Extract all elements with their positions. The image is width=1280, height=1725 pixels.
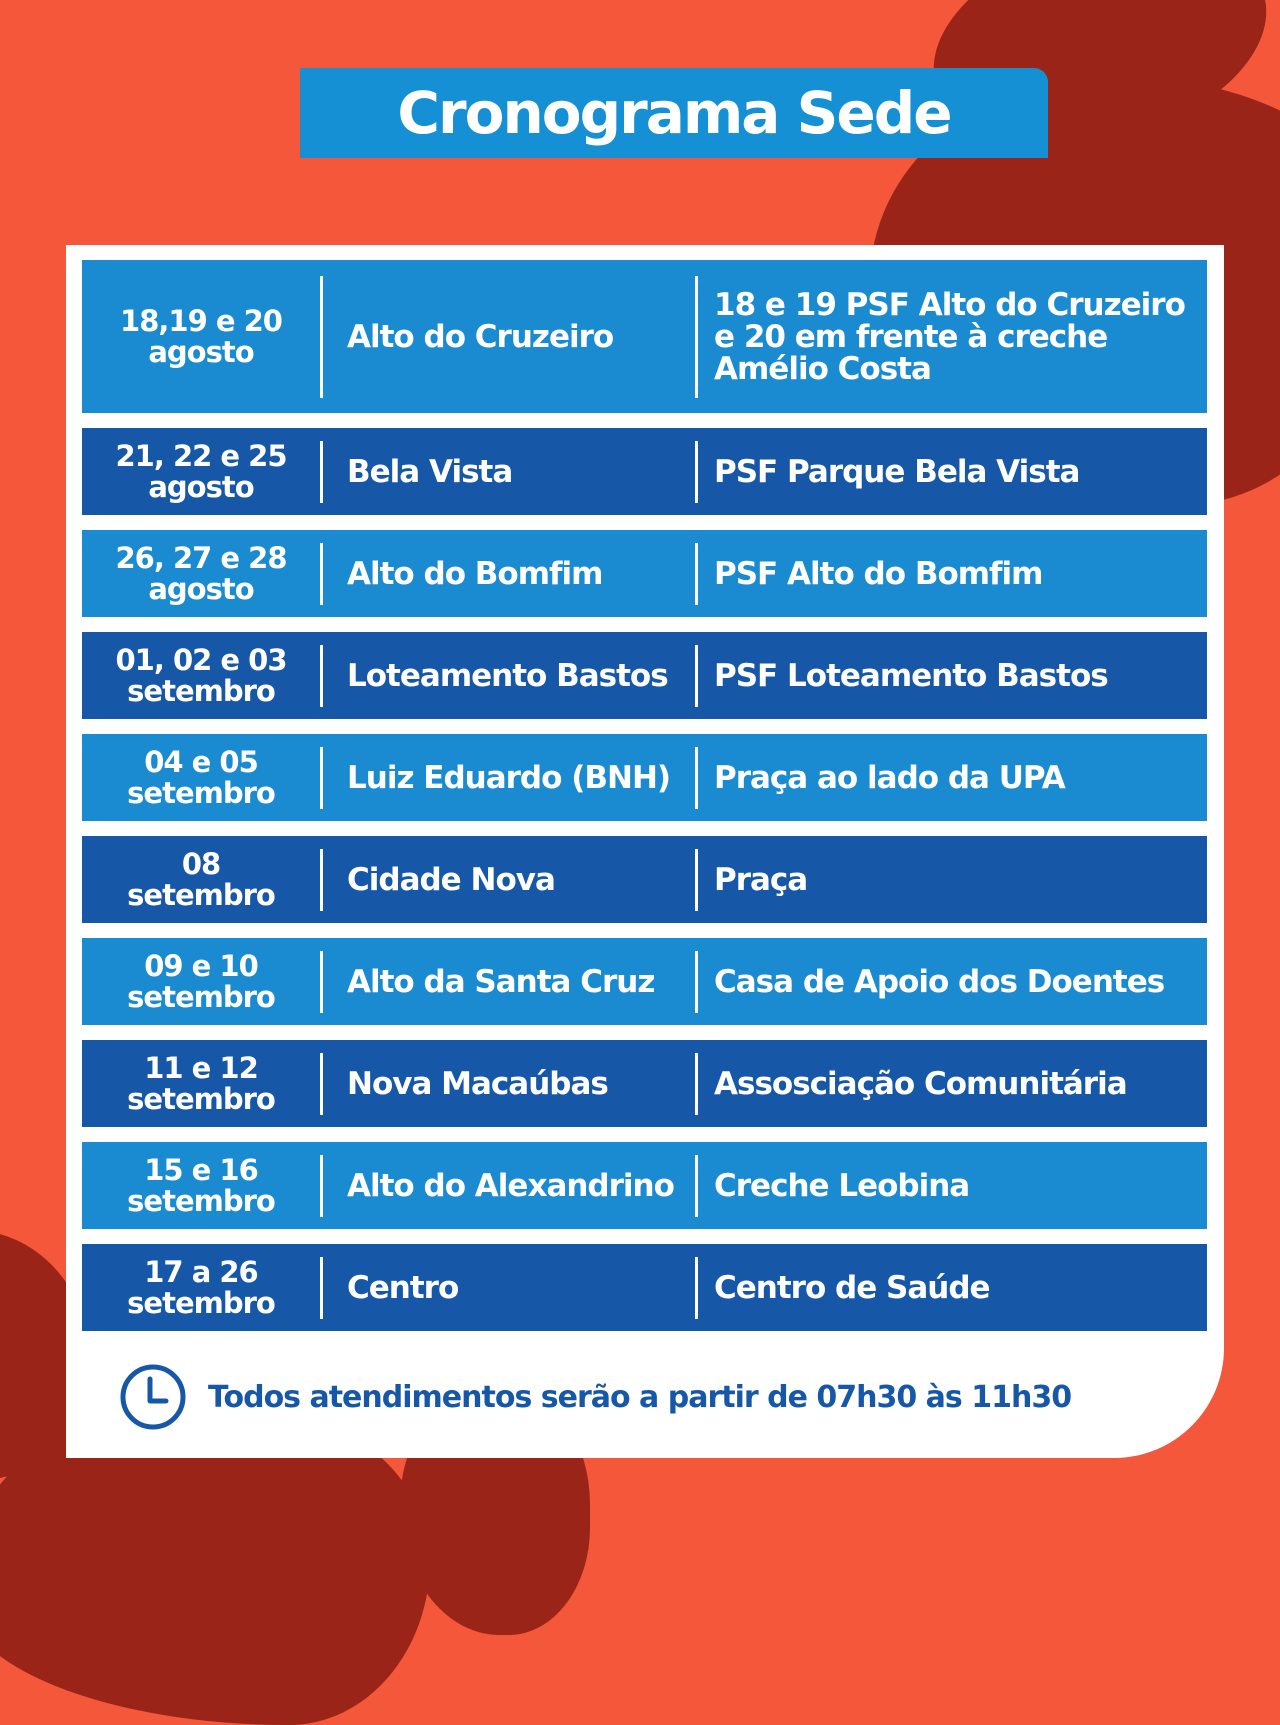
row-neighborhood: Bela Vista — [347, 453, 513, 490]
row-date-month: setembro — [127, 673, 275, 708]
row-date-days: 09 e 10 — [144, 948, 258, 983]
row-neighborhood: Alto do Alexandrino — [347, 1167, 674, 1204]
row-date-month: setembro — [127, 1285, 275, 1320]
row-date — [82, 1050, 320, 1116]
schedule-row — [82, 530, 1207, 617]
row-location: PSF Alto do Bomfim — [714, 555, 1043, 592]
row-location: Praça — [714, 861, 808, 898]
row-date-month: setembro — [127, 1183, 275, 1218]
row-date — [82, 303, 320, 369]
clock-icon — [119, 1363, 187, 1431]
page-title: Cronograma Sede — [300, 68, 1048, 158]
row-date-days: 18,19 e 20 — [120, 303, 282, 338]
row-date-month: agosto — [148, 571, 254, 606]
row-date — [82, 438, 320, 504]
row-date-month: setembro — [127, 1081, 275, 1116]
row-date-days: 26, 27 e 28 — [115, 540, 287, 575]
row-location: Centro de Saúde — [714, 1269, 990, 1306]
row-location: 18 e 19 PSF Alto do Cruzeiro e 20 em frente à creche Amélio Costa — [714, 286, 1185, 387]
schedule-table — [82, 260, 1207, 1346]
row-neighborhood: Alto da Santa Cruz — [347, 963, 655, 1000]
row-date-days: 01, 02 e 03 — [115, 642, 287, 677]
row-date-month: setembro — [127, 877, 275, 912]
schedule-row — [82, 836, 1207, 923]
row-date — [82, 642, 320, 708]
row-neighborhood: Loteamento Bastos — [347, 657, 668, 694]
schedule-card — [66, 245, 1224, 1458]
row-date-days: 11 e 12 — [144, 1050, 258, 1085]
schedule-row — [82, 428, 1207, 515]
row-location: PSF Loteamento Bastos — [714, 657, 1108, 694]
row-date-days: 21, 22 e 25 — [115, 438, 287, 473]
schedule-row — [82, 734, 1207, 821]
row-date-days: 15 e 16 — [144, 1152, 258, 1187]
row-date — [82, 1254, 320, 1320]
row-location: Creche Leobina — [714, 1167, 970, 1204]
row-date-days: 08 — [181, 846, 221, 881]
footer-text: Todos atendimentos serão a partir de 07h30 às 11h30 — [208, 1379, 1072, 1415]
row-location: Casa de Apoio dos Doentes — [714, 963, 1165, 1000]
schedule-row — [82, 938, 1207, 1025]
row-location: PSF Parque Bela Vista — [714, 453, 1080, 490]
row-location: Praça ao lado da UPA — [714, 759, 1065, 796]
schedule-row — [82, 260, 1207, 413]
row-location: Assosciação Comunitária — [714, 1065, 1127, 1102]
row-date-month: agosto — [148, 469, 254, 504]
row-date-month: agosto — [148, 334, 254, 369]
schedule-row — [82, 1040, 1207, 1127]
row-date-days: 04 e 05 — [144, 744, 258, 779]
row-date — [82, 846, 320, 912]
row-date — [82, 1152, 320, 1218]
row-neighborhood: Cidade Nova — [347, 861, 555, 898]
schedule-row — [82, 632, 1207, 719]
row-neighborhood: Centro — [347, 1269, 459, 1306]
schedule-row — [82, 1244, 1207, 1331]
row-date — [82, 540, 320, 606]
footer-note — [119, 1363, 1071, 1431]
schedule-row — [82, 1142, 1207, 1229]
row-date-days: 17 a 26 — [144, 1254, 258, 1289]
row-date — [82, 948, 320, 1014]
row-neighborhood: Alto do Cruzeiro — [347, 318, 614, 355]
row-neighborhood: Nova Macaúbas — [347, 1065, 608, 1102]
row-date-month: setembro — [127, 775, 275, 810]
row-neighborhood: Alto do Bomfim — [347, 555, 603, 592]
row-date — [82, 744, 320, 810]
row-date-month: setembro — [127, 979, 275, 1014]
row-neighborhood: Luiz Eduardo (BNH) — [347, 759, 671, 796]
